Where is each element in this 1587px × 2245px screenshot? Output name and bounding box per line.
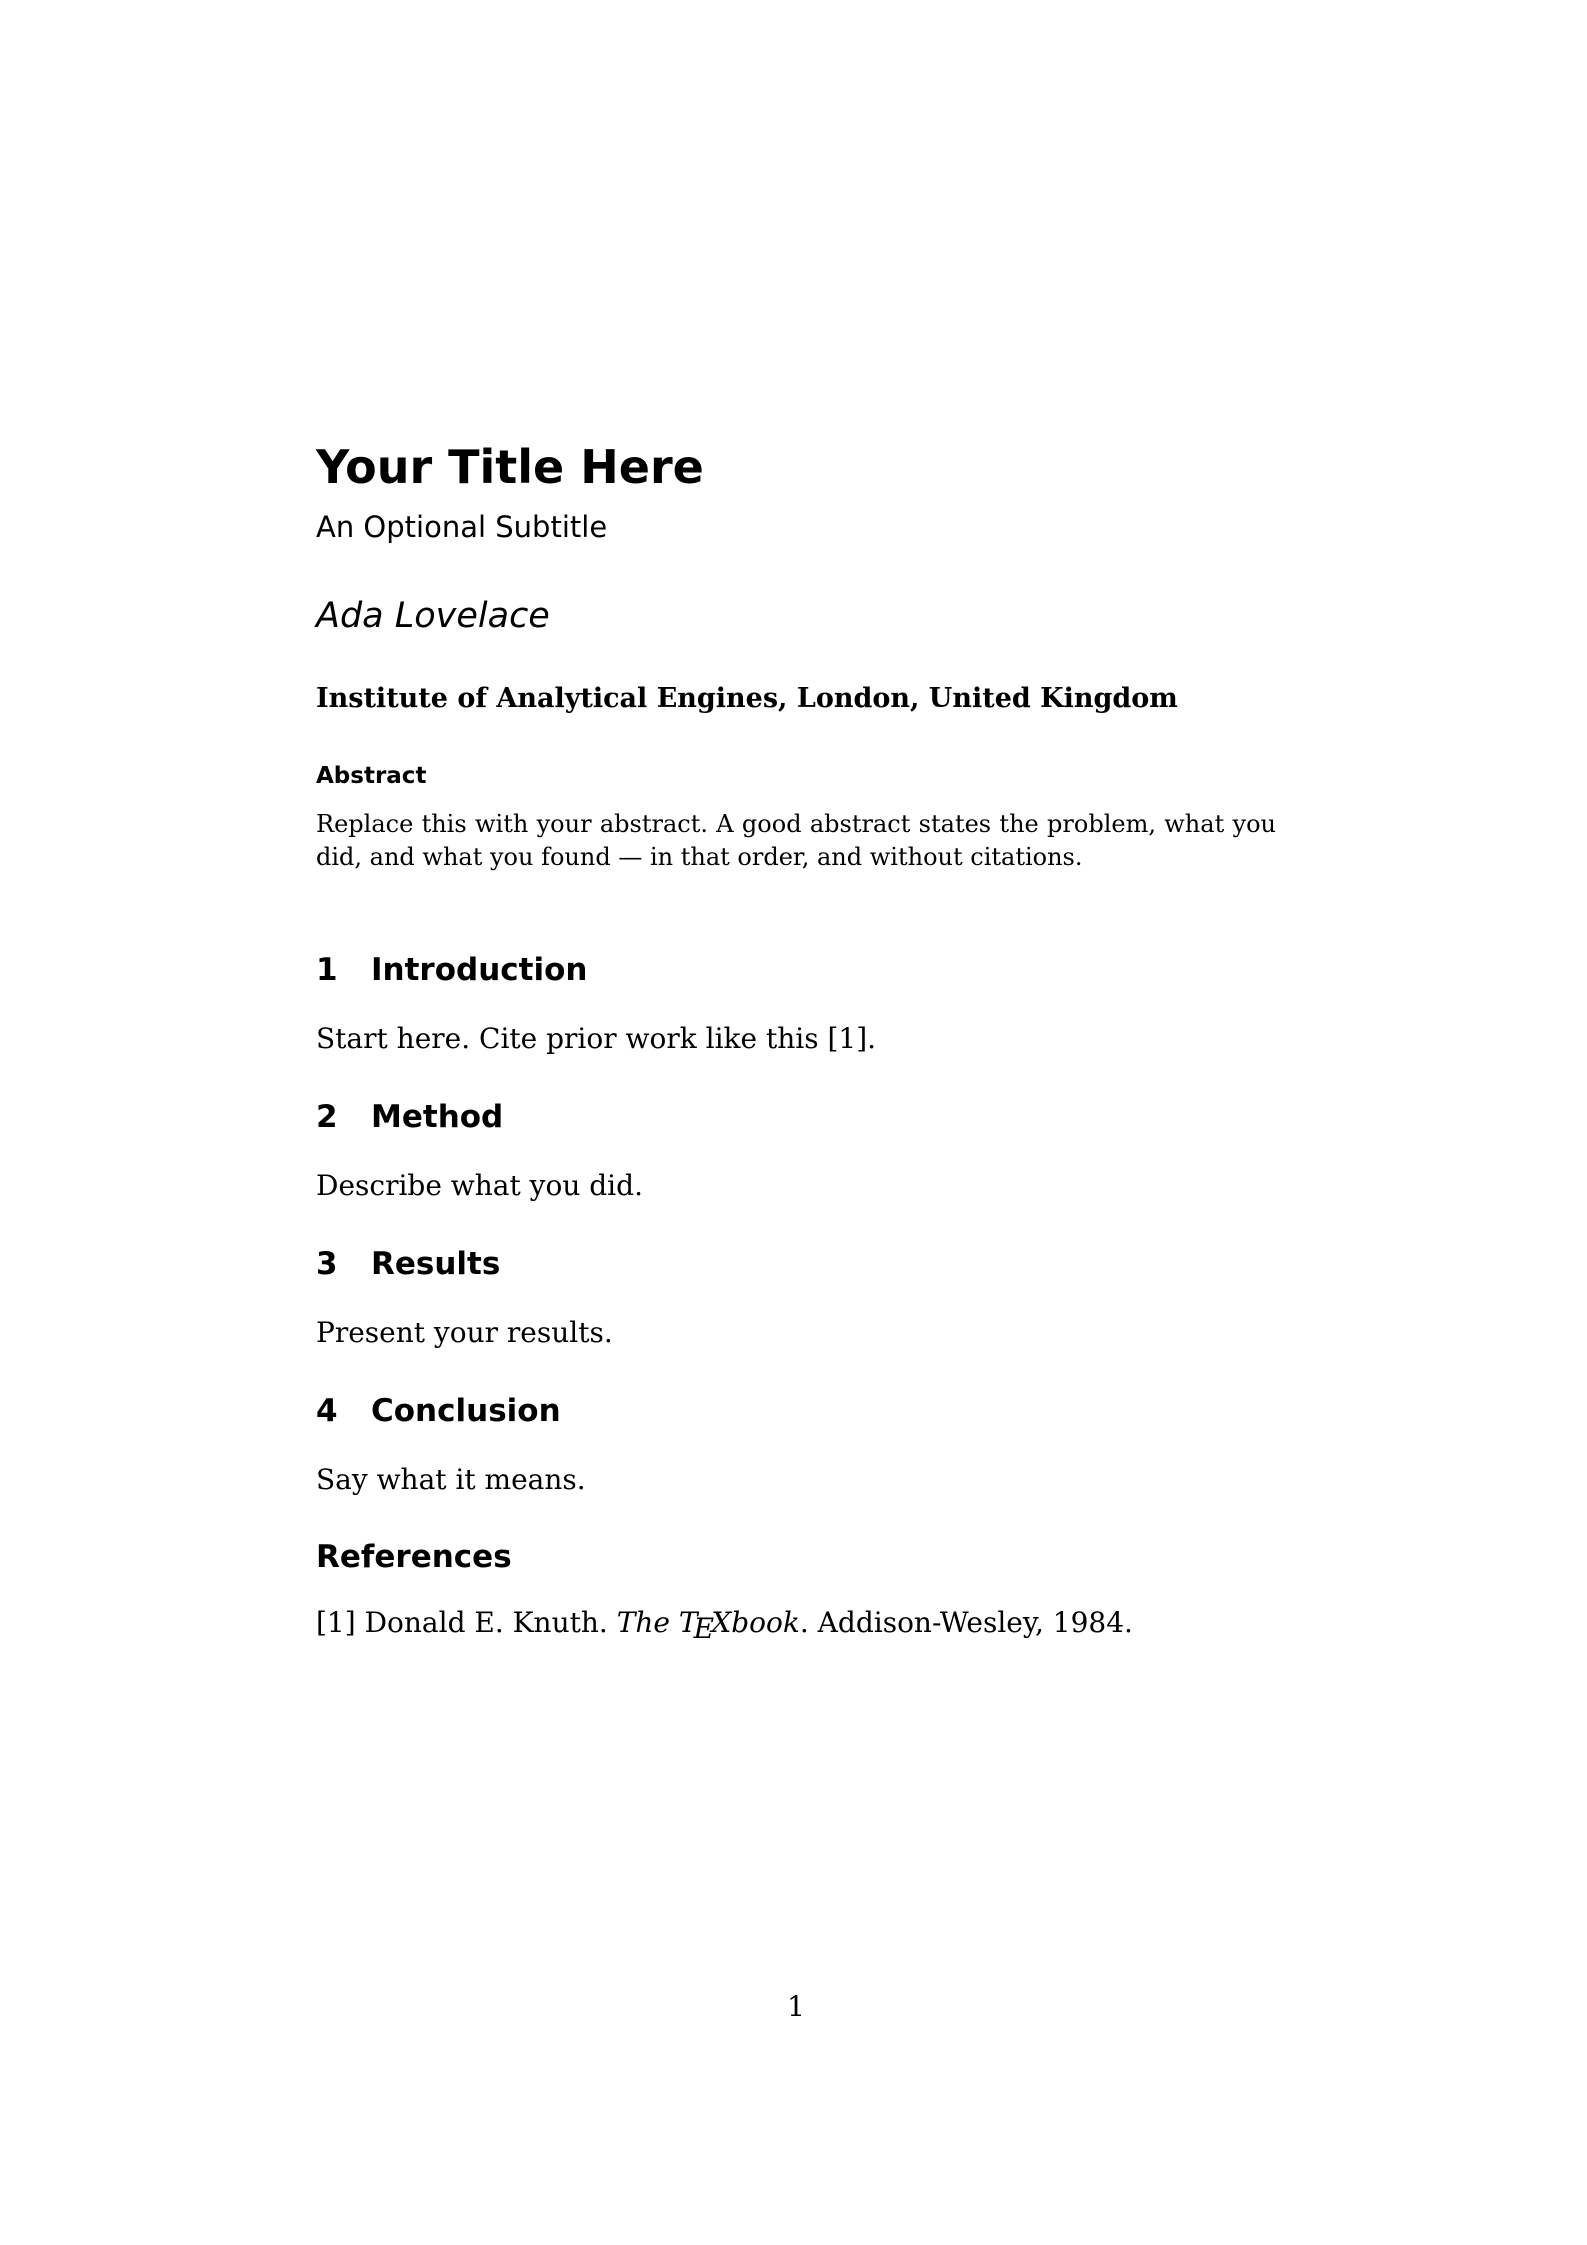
section-heading-method <box>316 1099 503 1136</box>
paper-page <box>316 0 1276 2245</box>
abstract-heading: Abstract <box>316 763 427 789</box>
reference-label: [1] <box>316 1606 356 1639</box>
abstract-body: Replace this with your abstract. A good abstract states the problem, what you did, and what you found — in that order, and without citations. <box>316 810 1276 871</box>
section-heading-introduction <box>316 952 587 989</box>
author-affiliation: Institute of Analytical Engines, London, United Kingdom <box>316 683 1178 714</box>
section-title: Method <box>371 1099 504 1135</box>
section-body-method: Describe what you did. <box>316 1169 643 1202</box>
section-number: 2 <box>316 1099 338 1135</box>
paper-subtitle: An Optional Subtitle <box>316 510 608 544</box>
section-title: Introduction <box>371 952 588 988</box>
reference-title: The TEXbook <box>616 1606 800 1646</box>
author-name: Ada Lovelace <box>316 596 550 636</box>
references-heading: References <box>316 1539 512 1575</box>
page-number: 1 <box>787 1990 805 2023</box>
reference-item <box>316 1606 1133 1646</box>
section-body-conclusion: Say what it means. <box>316 1463 586 1496</box>
section-number: 3 <box>316 1246 338 1282</box>
section-title: Results <box>371 1246 501 1282</box>
section-body-introduction: Start here. Cite prior work like this [1]. <box>316 1022 877 1055</box>
section-heading-results <box>316 1246 500 1283</box>
reference-author: Donald E. Knuth. <box>364 1606 608 1639</box>
reference-publisher: . Addison-Wesley, 1984. <box>799 1606 1133 1639</box>
section-body-results: Present your results. <box>316 1316 613 1349</box>
section-number: 1 <box>316 952 338 988</box>
section-heading-conclusion <box>316 1393 561 1430</box>
section-number: 4 <box>316 1393 338 1429</box>
paper-title: Your Title Here <box>316 440 704 494</box>
section-title: Conclusion <box>371 1393 561 1429</box>
